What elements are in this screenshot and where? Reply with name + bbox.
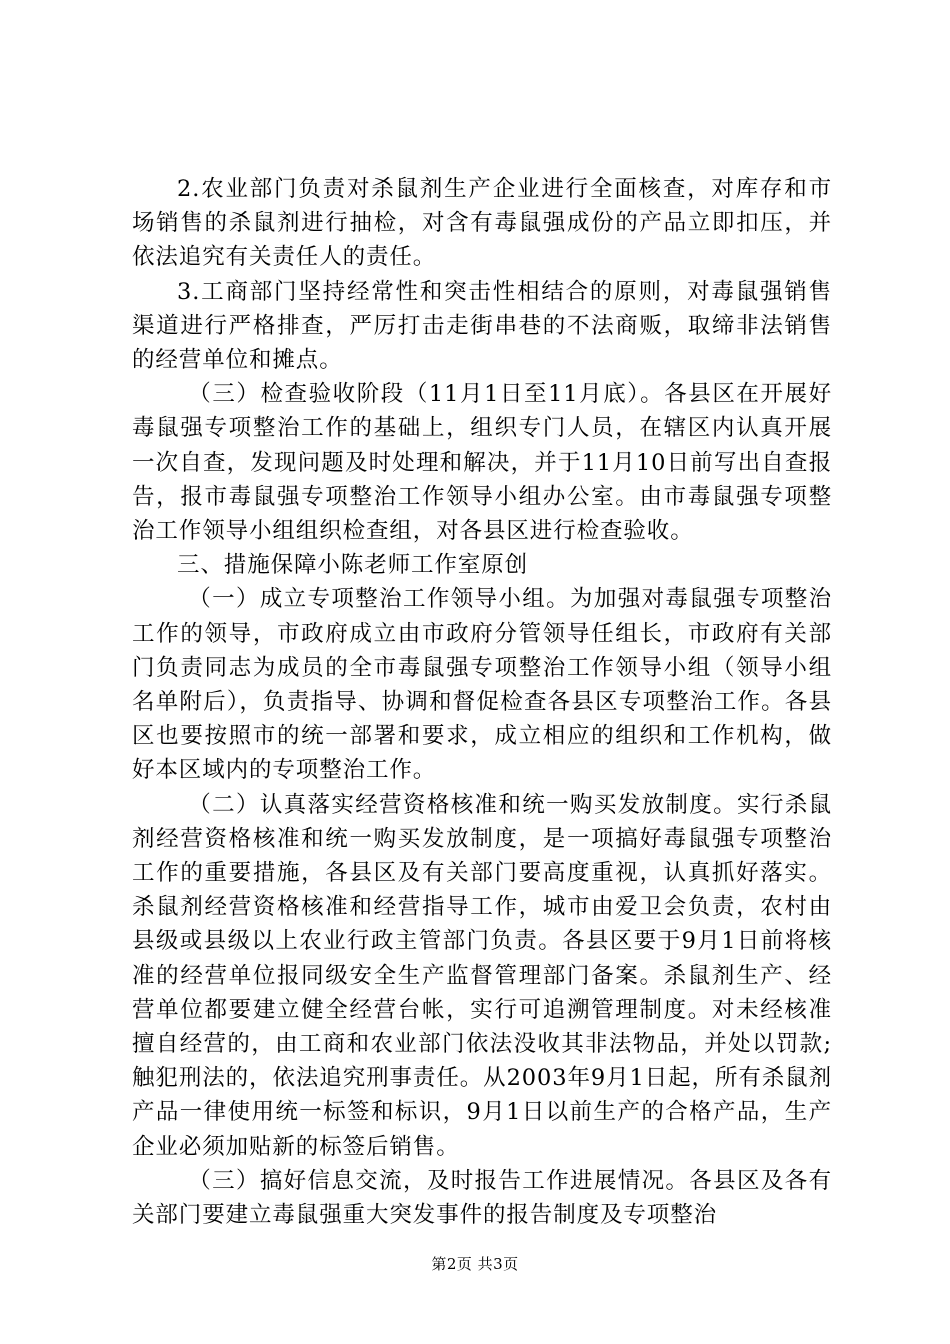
paragraph-commerce-dept: 3.工商部门坚持经常性和突击性相结合的原则，对毒鼠强销售渠道进行严格排查，严厉打击走街串巷的不法商贩，取缔非法销售的经营单位和摊点。 (132, 278, 832, 374)
section-heading-measures: 三、措施保障小陈老师工作室原创 (177, 552, 529, 579)
paragraph-inspection-stage: （三）检查验收阶段（11月1日至11月底）。各县区在开展好毒鼠强专项整治工作的基础上，组织专门人员，在辖区内认真开展一次自查，发现问题及时处理和解决，并于11月10日前写出自查报告，报市毒鼠强专项整治工作领导小组办公室。由市毒鼠强专项整治工作领导小组组织检查组，对各县区进行检查验收。 (132, 381, 832, 545)
document-body (132, 172, 832, 1232)
paragraph-agriculture-dept: 2.农业部门负责对杀鼠剂生产企业进行全面核查，对库存和市场销售的杀鼠剂进行抽检，对含有毒鼠强成份的产品立即扣压，并依法追究有关责任人的责任。 (132, 176, 832, 271)
page-footer: 第2页 共3页 (431, 1255, 519, 1273)
paragraph-information-exchange: （三）搞好信息交流，及时报告工作进展情况。各县区及各有关部门要建立毒鼠强重大突发事件的报告制度及专项整治 (132, 1167, 832, 1229)
paragraph-qualification-approval: （二）认真落实经营资格核准和统一购买发放制度。实行杀鼠剂经营资格核准和统一购买发放制度，是一项搞好毒鼠强专项整治工作的重要措施，各县区及有关部门要高度重视，认真抓好落实。杀鼠剂经营资格核准和经营指导工作，城市由爱卫会负责，农村由县级或县级以上农业行政主管部门负责。各县区要于9月1日前将核准的经营单位报同级安全生产监督管理部门备案。杀鼠剂生产、经营单位都要建立健全经营台帐，实行可追溯管理制度。对未经核准擅自经营的，由工商和农业部门依法没收其非法物品，并处以罚款;触犯刑法的，依法追究刑事责任。从2003年9月1日起，所有杀鼠剂产品一律使用统一标签和标识，9月1日以前生产的合格产品，生产企业必须加贴新的标签后销售。 (132, 791, 832, 1160)
paragraph-leading-group: （一）成立专项整治工作领导小组。为加强对毒鼠强专项整治工作的领导，市政府成立由市政府分管领导任组长，市政府有关部门负责同志为成员的全市毒鼠强专项整治工作领导小组（领导小组名单附后），负责指导、协调和督促检查各县区专项整治工作。各县区也要按照市的统一部署和要求，成立相应的组织和工作机构，做好本区域内的专项整治工作。 (132, 586, 832, 784)
